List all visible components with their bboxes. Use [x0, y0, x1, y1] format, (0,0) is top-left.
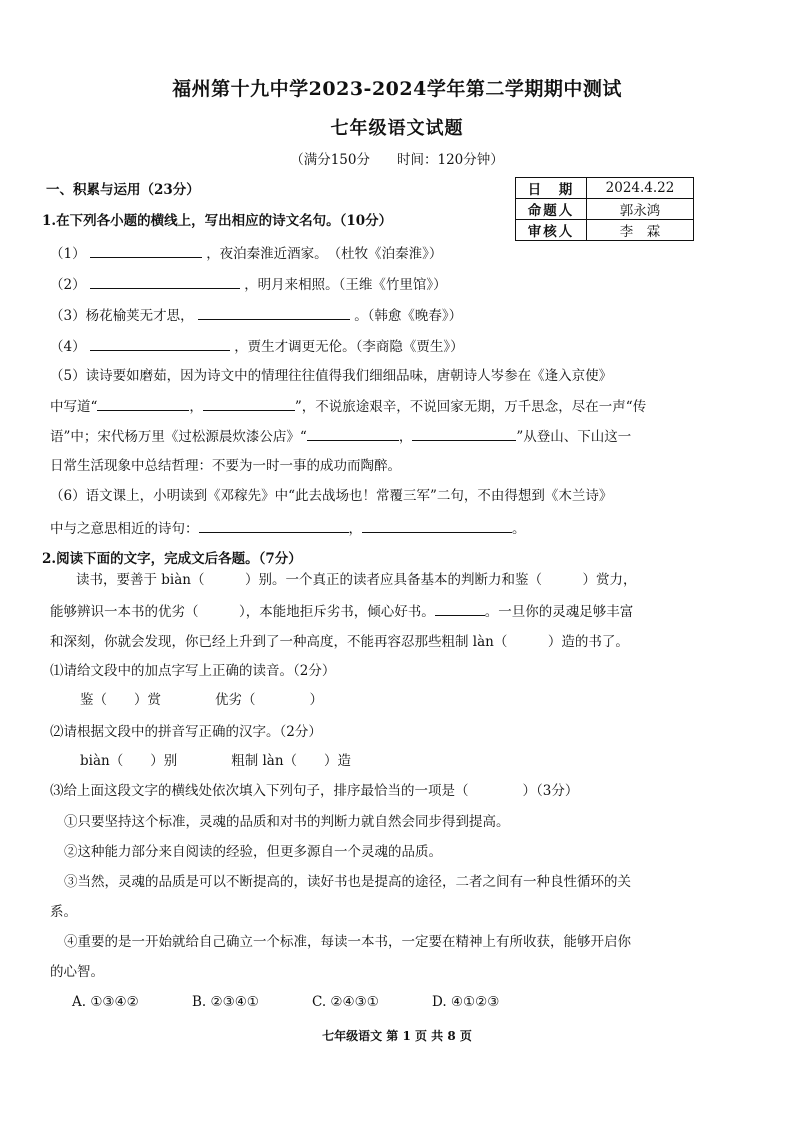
answer-blank[interactable] — [362, 518, 512, 533]
answer-blank[interactable] — [90, 336, 230, 351]
answer-blank[interactable] — [198, 305, 350, 320]
q2-sub-3: ⑶给上面这段文字的横线处依次填入下列句子，排序最恰当的一项是（ ）（3分） — [50, 783, 579, 799]
q1-line-4-num: （4） — [50, 339, 86, 355]
q1-line-1 — [50, 243, 442, 264]
q1-line-2-text: ，明月来相照。（王维《竹里馆》） — [244, 277, 447, 293]
q2-option-1: ①只要坚持这个标准，灵魂的品质和对书的判断力就自然会同步得到提高。 — [64, 814, 510, 830]
exam-title: 福州第十九中学2023-2024学年第二学期期中测试 — [172, 78, 622, 100]
answer-blank[interactable] — [199, 518, 349, 533]
q1-line-1-num: （1） — [50, 246, 86, 262]
q1-line-3-text-a: （3）杨花榆荚无才思， — [50, 308, 194, 324]
q1-line-5c — [50, 426, 631, 447]
q2-option-3b: 系。 — [50, 904, 77, 920]
q1-line-5c-text: 语”中；宋代杨万里《过松源晨炊漆公店》“ — [50, 429, 307, 445]
exam-subtitle: 七年级语文试题 — [330, 118, 464, 139]
q1-line-6a: （6）语文课上，小明读到《邓稼先》中“此去战场也！常覆三军”二句，不由得想到《木兰诗》 — [50, 488, 613, 504]
q1-line-3-text-b: 。（韩愈《晚春》） — [354, 308, 463, 324]
q1-line-5b-text: 中写道“ — [50, 399, 98, 415]
choice-c[interactable]: C. ②④③① — [312, 994, 379, 1010]
q1-line-5b-comma: ， — [189, 399, 203, 415]
meta-row — [516, 178, 694, 199]
q2-option-2: ②这种能力部分来自阅读的经验，但更多源自一个灵魂的品质。 — [64, 844, 442, 860]
answer-blank[interactable] — [435, 601, 485, 616]
q1-line-4-text: ，贾生才调更无伦。（李商隐《贾生》） — [234, 339, 464, 355]
meta-row — [516, 220, 694, 241]
meta-row — [516, 199, 694, 220]
meta-table — [515, 177, 694, 241]
q1-line-3 — [50, 305, 462, 326]
q2-para-3: 和深刻，你就会发现，你已经上升到了一种高度，不能再容忍那些粗制 làn（ ）造的书了。 — [50, 634, 629, 650]
q1-line-5b-rest: ”，不说旅途艰辛，不说回家无期，万千思念，尽在一声“传 — [294, 399, 647, 415]
exam-info: （满分150分 时间：120分钟） — [290, 152, 504, 168]
q1-line-6b — [50, 518, 526, 539]
q2-para-2-rest: 。一旦你的灵魂足够丰富 — [484, 604, 634, 620]
q2-option-4a: ④重要的是一开始就给自己确立一个标准，每读一本书，一定要在精神上有所收获，能够开启你 — [64, 934, 631, 950]
q1-line-5a: （5）读诗要如磨茹，因为诗文中的情理往往值得我们细细品味，唐朝诗人岑参在《逢入京使》 — [50, 368, 613, 384]
q2-sub-1-items: 鉴（ ）赏 优劣（ ） — [80, 692, 323, 708]
q2-sub-2-items: biàn（ ）别 粗制 làn（ ）造 — [80, 753, 352, 769]
q2-option-3a: ③当然，灵魂的品质是可以不断提高的，读好书也是提高的途径，二者之间有一种良性循环的关 — [64, 874, 631, 890]
meta-value: 郭永鸿 — [587, 199, 694, 220]
choice-a[interactable]: A. ①③④② — [72, 994, 139, 1010]
choice-row — [72, 992, 552, 1012]
q1-line-5c-rest: ”从登山、下山这一 — [516, 429, 632, 445]
q1-line-5c-comma: ， — [398, 429, 413, 445]
meta-key: 命题人 — [516, 199, 587, 220]
q1-line-6b-end: 。 — [512, 521, 526, 537]
q2-heading: 2.阅读下面的文字，完成文后各题。（7分） — [42, 551, 302, 567]
q1-line-2 — [50, 274, 447, 295]
answer-blank[interactable] — [97, 396, 189, 411]
answer-blank[interactable] — [412, 426, 516, 441]
choice-d[interactable]: D. ④①②③ — [432, 994, 500, 1010]
section1-heading: 一、积累与运用（23分） — [46, 182, 200, 198]
q1-line-4 — [50, 336, 464, 357]
q1-line-6b-text: 中与之意思相近的诗句： — [50, 521, 199, 537]
q1-line-5d: 日常生活现象中总结哲理：不要为一时一事的成功而陶醉。 — [50, 458, 401, 474]
q1-line-2-num: （2） — [50, 277, 86, 293]
q2-para-2 — [50, 601, 633, 622]
q2-para-1: 读书，要善于 biàn（ ）别。一个真正的读者应具备基本的判断力和鉴（ ）赏力， — [76, 572, 637, 588]
q2-sub-2: ⑵请根据文段中的拼音写正确的汉字。（2分） — [50, 724, 322, 740]
q1-line-6b-comma: ， — [348, 521, 362, 537]
choice-b[interactable]: B. ②③④① — [192, 994, 259, 1010]
meta-value: 李 霖 — [587, 220, 694, 241]
answer-blank[interactable] — [203, 396, 295, 411]
q2-para-2-text: 能够辨识一本书的优劣（ ），本能地拒斥劣书，倾心好书。 — [50, 604, 435, 620]
q1-line-5b — [50, 396, 646, 417]
answer-blank[interactable] — [90, 243, 202, 258]
answer-blank[interactable] — [307, 426, 399, 441]
answer-blank[interactable] — [90, 274, 240, 289]
meta-key: 审核人 — [516, 220, 587, 241]
page-footer: 七年级语文 第 1 页 共 8 页 — [322, 1029, 472, 1043]
meta-key: 日 期 — [516, 178, 587, 199]
q2-sub-1: ⑴请给文段中的加点字写上正确的读音。（2分） — [50, 663, 336, 679]
q2-option-4b: 的心智。 — [50, 964, 104, 980]
q1-line-1-text: ，夜泊秦淮近酒家。 （杜牧《泊秦淮》） — [206, 246, 443, 262]
q1-heading: 1.在下列各小题的横线上，写出相应的诗文名句。（10分） — [42, 213, 393, 229]
meta-value: 2024.4.22 — [587, 178, 694, 199]
